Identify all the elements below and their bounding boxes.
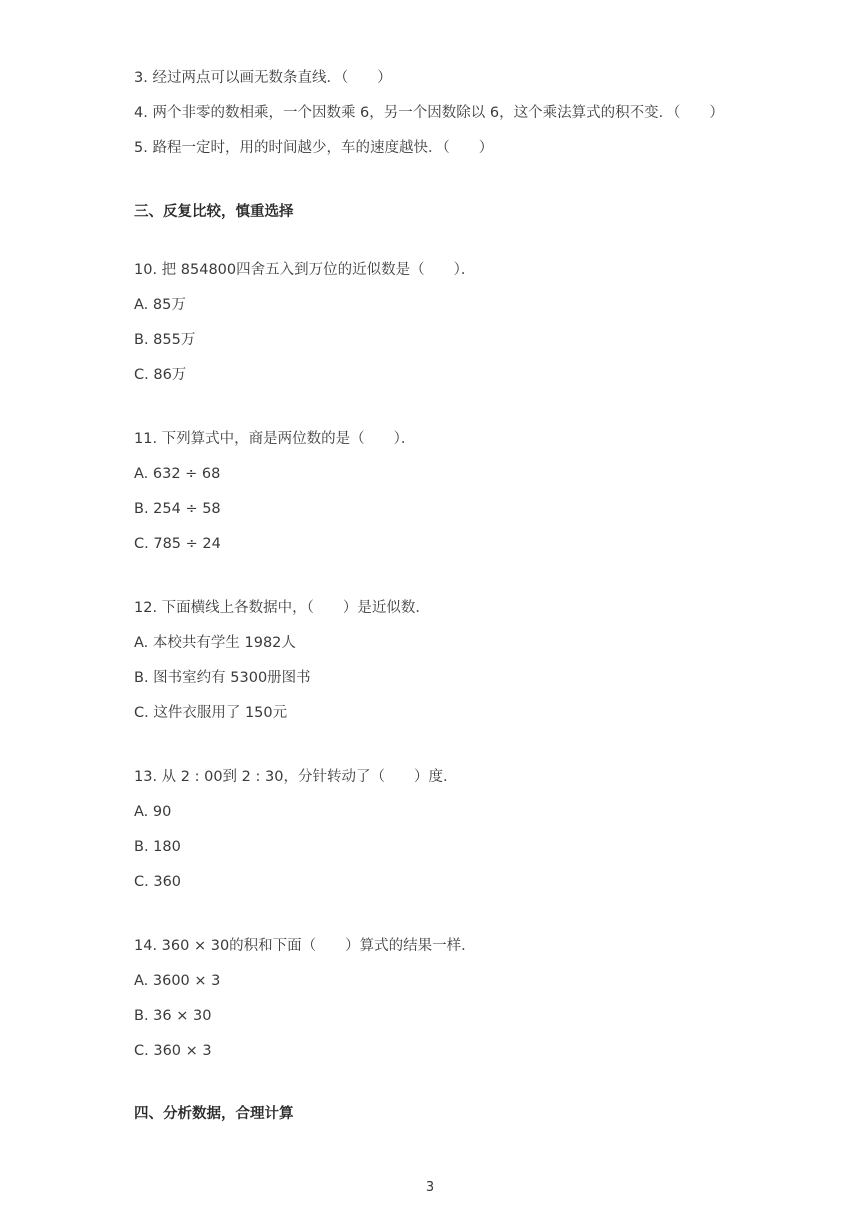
- judgment-item-3: 3. 经过两点可以画无数条直线．（ ）: [134, 70, 392, 86]
- question-13-option-c: C. 360: [134, 874, 182, 890]
- question-13-option-b: B. 180: [134, 839, 181, 855]
- question-13-stem: 13. 从 2 : 00到 2 : 30，分针转动了（ ）度．: [134, 769, 458, 785]
- question-11-option-b: B. 254 ÷ 58: [134, 501, 221, 517]
- question-11-option-c: C. 785 ÷ 24: [134, 536, 221, 552]
- question-12-option-c: C. 这件衣服用了 150元: [134, 705, 288, 721]
- question-14-option-b: B. 36 × 30: [134, 1008, 212, 1024]
- question-10-stem: 10. 把 854800四舍五入到万位的近似数是（ ）．: [134, 262, 476, 278]
- question-14-option-c: C. 360 × 3: [134, 1043, 212, 1059]
- question-14-option-a: A. 3600 × 3: [134, 973, 221, 989]
- question-12-stem: 12. 下面横线上各数据中，（ ）是近似数．: [134, 600, 430, 616]
- question-10-option-b: B. 855万: [134, 332, 196, 348]
- section-3-heading: 三、反复比较，慎重选择: [134, 204, 294, 220]
- judgment-item-4: 4. 两个非零的数相乘，一个因数乘 6，另一个因数除以 6，这个乘法算式的积不变．（ ）: [134, 105, 724, 121]
- page-number: 3: [425, 1180, 435, 1195]
- question-14-stem: 14. 360 × 30的积和下面（ ）算式的结果一样．: [134, 938, 476, 954]
- section-4-heading: 四、分析数据，合理计算: [134, 1106, 294, 1122]
- question-11-option-a: A. 632 ÷ 68: [134, 466, 221, 482]
- question-12-option-a: A. 本校共有学生 1982人: [134, 635, 296, 651]
- question-10-option-c: C. 86万: [134, 367, 187, 383]
- question-12-option-b: B. 图书室约有 5300册图书: [134, 670, 311, 686]
- question-13-option-a: A. 90: [134, 804, 172, 820]
- question-11-stem: 11. 下列算式中，商是两位数的是（ ）．: [134, 431, 416, 447]
- question-10-option-a: A. 85万: [134, 297, 186, 313]
- judgment-item-5: 5. 路程一定时，用的时间越少，车的速度越快．（ ）: [134, 140, 494, 156]
